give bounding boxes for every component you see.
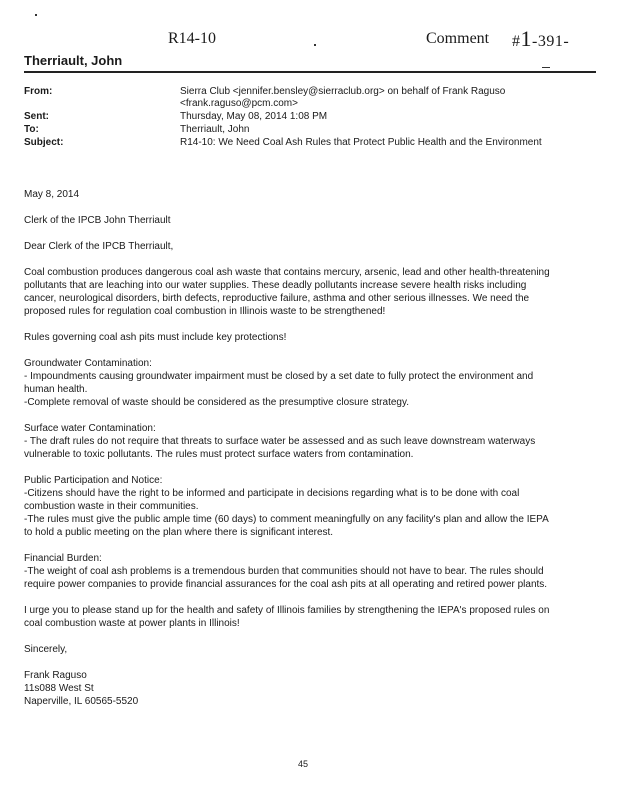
- to-value: Therriault, John: [180, 124, 250, 135]
- scan-speck: [35, 14, 37, 16]
- public-participation-heading: Public Participation and Notice:: [24, 475, 163, 486]
- intro-line: pollutants that are leaching into our water supplies. These deadly pollutants increase severe health risks including: [24, 280, 527, 291]
- comment-number-main: 1: [520, 26, 532, 51]
- sender-name: Frank Raguso: [24, 670, 87, 681]
- to-label: To:: [24, 124, 39, 135]
- sent-label: Sent:: [24, 111, 49, 122]
- letter-date: May 8, 2014: [24, 189, 80, 200]
- comment-number: [512, 26, 569, 52]
- sender-city: Naperville, IL 60565-5520: [24, 696, 139, 707]
- header-divider: [24, 71, 596, 73]
- from-value-line2: <frank.raguso@pcm.com>: [180, 98, 298, 109]
- letter-body: [24, 188, 584, 708]
- groundwater-heading: Groundwater Contamination:: [24, 358, 152, 369]
- closing-line: coal combustion waste at power plants in Illinois!: [24, 618, 240, 629]
- closing-line: I urge you to please stand up for the health and safety of Illinois families by strengthening the IEPA's proposed rules on: [24, 605, 550, 616]
- rules-intro: Rules governing coal ash pits must include key protections!: [24, 332, 287, 343]
- intro-line: Coal combustion produces dangerous coal ash waste that contains mercury, arsenic, lead and other health-threatening: [24, 267, 550, 278]
- from-label: From:: [24, 86, 53, 97]
- letter-salutation: Dear Clerk of the IPCB Therriault,: [24, 241, 174, 252]
- surface-water-line: vulnerable to toxic pollutants. The rules must protect surface waters from contamination.: [24, 449, 414, 460]
- sender-street: 11s088 West St: [24, 683, 94, 694]
- comment-label: Comment: [426, 30, 490, 47]
- scan-speck: [314, 44, 316, 46]
- signoff: Sincerely,: [24, 644, 68, 655]
- public-participation-line: to hold a public meeting on the plan where there is significant interest.: [24, 527, 334, 538]
- recipient-name: Therriault, John: [24, 53, 123, 68]
- page-number: 45: [298, 759, 309, 769]
- docket-number: R14-10: [168, 30, 216, 47]
- comment-number-hash: #: [512, 33, 521, 50]
- intro-line: cancer, neurological disorders, birth defects, reproductive failure, asthma and other serious illnesses. We need the: [24, 293, 530, 304]
- financial-burden-line: -The weight of coal ash problems is a tremendous burden that communities should not have to bear. The rules should: [24, 566, 544, 577]
- intro-line: proposed rules for regulation coal combustion in Illinois waste to be strengthened!: [24, 306, 386, 317]
- public-participation-line: -Citizens should have the right to be informed and participate in decisions regarding what is to be done with coal: [24, 488, 520, 499]
- sent-value: Thursday, May 08, 2014 1:08 PM: [180, 111, 328, 122]
- letter-addressee: Clerk of the IPCB John Therriault: [24, 215, 171, 226]
- financial-burden-heading: Financial Burden:: [24, 553, 102, 564]
- surface-water-line: - The draft rules do not require that threats to surface water be assessed and as such leave downstream waterways: [24, 436, 536, 447]
- groundwater-line: -Complete removal of waste should be considered as the presumptive closure strategy.: [24, 397, 410, 408]
- financial-burden-line: require power companies to provide financial assurances for the coal ash pits at all operating and retired power plants.: [24, 579, 548, 590]
- groundwater-line: - Impoundments causing groundwater impairment must be closed by a set date to fully protect the environment and: [24, 371, 534, 382]
- from-value-line1: Sierra Club <jennifer.bensley@sierraclub.org> on behalf of Frank Raguso: [180, 86, 506, 97]
- groundwater-line: human health.: [24, 384, 88, 395]
- scan-speck: [542, 67, 550, 68]
- subject-label: Subject:: [24, 137, 64, 148]
- surface-water-heading: Surface water Contamination:: [24, 423, 156, 434]
- public-participation-line: combustion waste in their communities.: [24, 501, 199, 512]
- public-participation-line: -The rules must give the public ample time (60 days) to comment meaningfully on any facility's plan and allow the IEPA: [24, 514, 549, 525]
- comment-number-suffix: -391-: [532, 33, 570, 50]
- subject-value: R14-10: We Need Coal Ash Rules that Protect Public Health and the Environment: [180, 137, 542, 148]
